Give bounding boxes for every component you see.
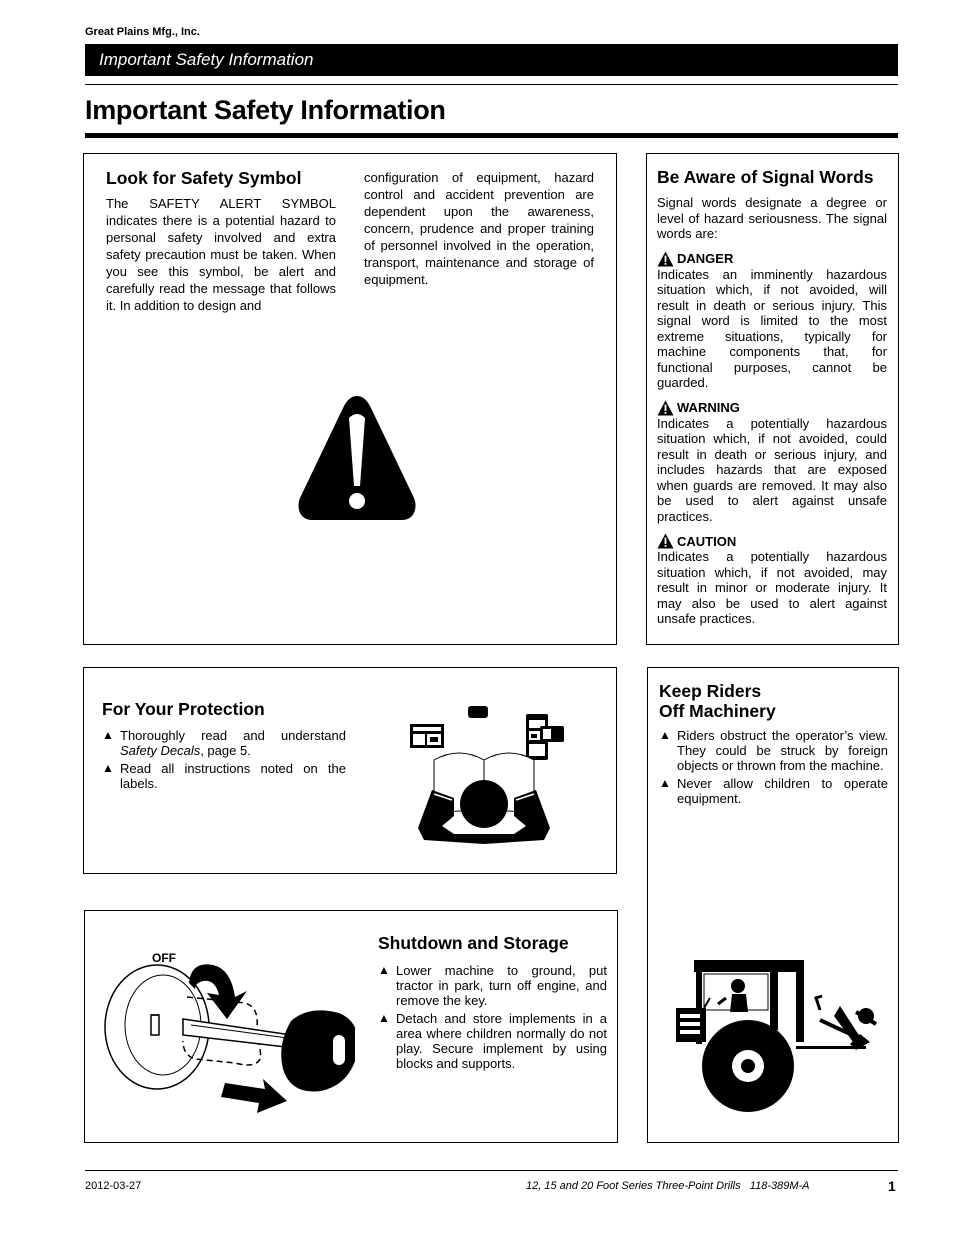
caution-alert-icon xyxy=(657,533,674,549)
caution-label: CAUTION xyxy=(677,533,737,549)
protection-box xyxy=(83,667,617,874)
shutdown-list xyxy=(378,963,607,1074)
list-item: ▲ Read all instructions noted on the labels. xyxy=(102,761,346,791)
list-item: ▲ Never allow children to operate equipment. xyxy=(659,776,888,806)
riders-heading: Keep Riders Off Machinery xyxy=(659,681,776,721)
title-rule xyxy=(85,133,898,138)
footer-date: 2012-03-27 xyxy=(85,1180,142,1192)
ignition-key-icon xyxy=(95,957,355,1127)
riders-box xyxy=(647,667,899,1143)
caution-text: Indicates a potentially hazardous situation which, if not avoided, may result in minor or moderate injury. It may also be used to alert against unsafe practices. xyxy=(657,549,887,626)
signal-warning xyxy=(657,400,887,525)
safety-symbol-heading: Look for Safety Symbol xyxy=(106,168,302,188)
danger-label: DANGER xyxy=(677,251,734,266)
riders-list xyxy=(659,728,888,809)
company-name: Great Plains Mfg., Inc. xyxy=(85,26,200,38)
signal-words-box xyxy=(646,153,899,645)
danger-alert-icon xyxy=(657,251,674,267)
shutdown-box xyxy=(84,910,618,1143)
danger-text: Indicates an imminently hazardous situation which, if not avoided, will result in death or serious injury. This signal word is limited to the most extreme situations, typically for machine components that, for functional purposes, cannot be guarded. xyxy=(657,266,887,390)
signal-caution xyxy=(657,533,887,627)
list-item: ▲ Lower machine to ground, put tractor in park, turn off engine, and remove the key. xyxy=(378,963,607,1008)
protection-list xyxy=(102,728,346,794)
list-item: ▲ Detach and store implements in a area where children normally do not play. Secure implement by using blocks and supports. xyxy=(378,1011,607,1071)
tractor-rider-icon xyxy=(670,954,890,1114)
reading-manual-icon xyxy=(404,698,574,848)
safety-alert-icon xyxy=(294,390,420,526)
off-label: OFF xyxy=(152,951,176,965)
list-item: ▲ Riders obstruct the operator’s view. They could be struck by foreign objects or thrown from the machine. xyxy=(659,728,888,773)
safety-symbol-text-col1: The SAFETY ALERT SYMBOL indicates there is a potential hazard to personal safety involved and extra safety precaution must be taken. When you see this symbol, be alert and carefully read the message that follows it. In addition to design and xyxy=(106,196,336,313)
footer-document-title: 12, 15 and 20 Foot Series Three-Point Drills 118-389M-A xyxy=(526,1180,810,1192)
warning-text: Indicates a potentially hazardous situation which, if not avoided, could result in death or serious injury, and includes hazards that are exposed when guards are removed. It may also be used to alert against unsafe practices. xyxy=(657,415,887,524)
safety-symbol-text-col2: configuration of equipment, hazard control and accident prevention are dependent upon the awareness, concern, prudence and proper training of personnel involved in the operation, transport, maintenance and storage of equipment. xyxy=(364,170,594,287)
signal-words-intro: Signal words designate a degree or level of hazard seriousness. The signal words are: xyxy=(657,195,887,241)
footer-rule xyxy=(85,1170,898,1171)
signal-words-heading: Be Aware of Signal Words xyxy=(657,167,874,187)
warning-label: WARNING xyxy=(677,400,740,415)
warning-alert-icon xyxy=(657,400,674,416)
safety-symbol-box xyxy=(83,153,617,645)
signal-danger xyxy=(657,251,887,391)
page-title: Important Safety Information xyxy=(85,95,446,125)
section-banner: Important Safety Information xyxy=(85,44,898,76)
header-rule xyxy=(85,84,898,85)
page-number: 1 xyxy=(888,1178,896,1194)
list-item: ▲ Thoroughly read and understand Safety Decals, page 5. xyxy=(102,728,346,758)
shutdown-heading: Shutdown and Storage xyxy=(378,933,569,953)
protection-heading: For Your Protection xyxy=(102,699,265,719)
